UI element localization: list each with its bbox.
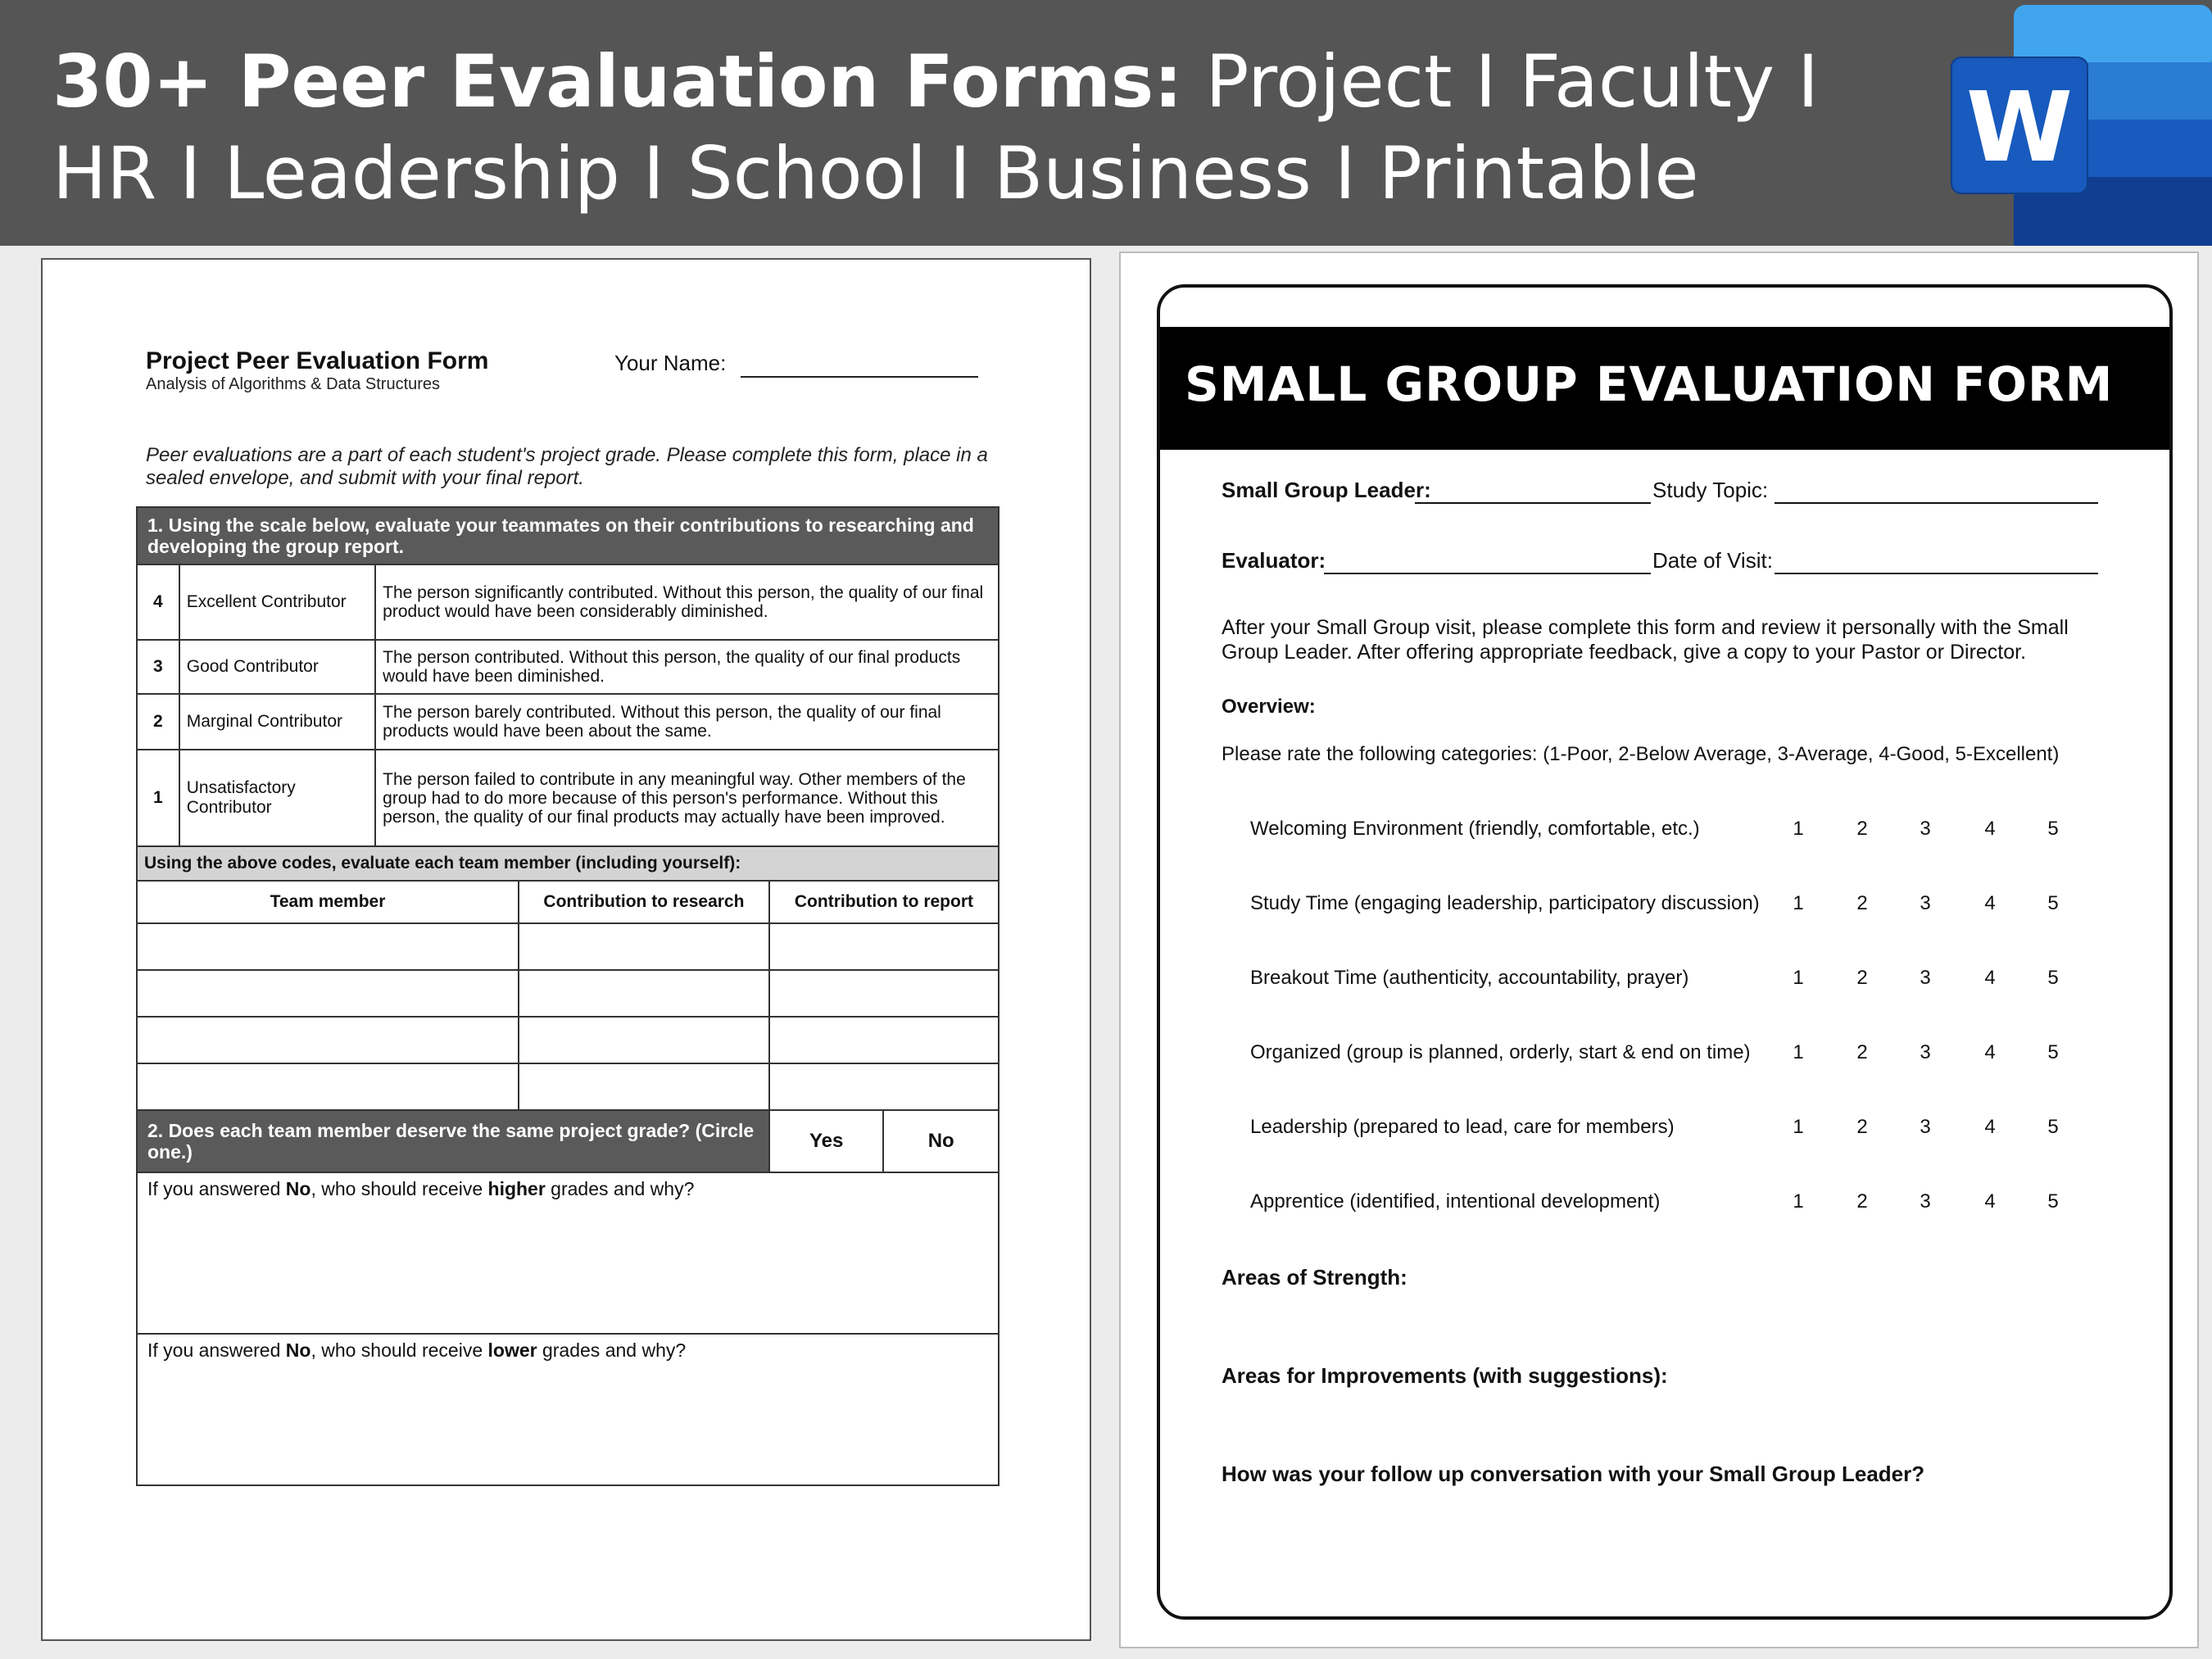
team-member-cell[interactable] (137, 1017, 519, 1063)
scale-code: 2 (137, 694, 179, 750)
word-logo-icon (1950, 0, 2212, 246)
rating-option[interactable]: 4 (1984, 892, 1996, 914)
table-row (137, 970, 999, 1017)
rating-prompt: Please rate the following categories: (1-Poor, 2-Below Average, 3-Average, 4-Good, 5-Excellent) (1222, 743, 2060, 765)
rating-option[interactable]: 5 (2047, 1041, 2059, 1063)
rating-option[interactable]: 1 (1793, 1116, 1804, 1138)
table-row (137, 1063, 999, 1110)
date-field[interactable] (1775, 573, 2098, 574)
rating-option[interactable]: 2 (1856, 967, 1868, 989)
team-member-cell[interactable] (137, 970, 519, 1017)
category-label: Leadership (prepared to lead, care for members) (1250, 1116, 1675, 1138)
your-name-label: Your Name: (614, 351, 727, 375)
rating-option[interactable]: 5 (2047, 1116, 2059, 1138)
report-score-cell[interactable] (769, 1017, 999, 1063)
section-2-header: 2. Does each team member deserve the same project grade? (Circle one.) (137, 1110, 769, 1172)
rating-option[interactable]: 3 (1920, 892, 1931, 914)
report-score-cell[interactable] (769, 923, 999, 970)
rating-option[interactable]: 3 (1920, 1190, 1931, 1213)
overview-label: Overview: (1222, 696, 1316, 718)
scale-code: 1 (137, 750, 179, 846)
leader-field[interactable] (1415, 502, 1651, 504)
evaluator-label: Evaluator: (1222, 548, 1326, 573)
evaluation-table (136, 506, 999, 1486)
scale-description: The person contributed. Without this person, the quality of our final products would have been diminished. (375, 640, 999, 694)
form-title: SMALL GROUP EVALUATION FORM (1185, 356, 2114, 412)
form-intro: Peer evaluations are a part of each student's project grade. Please complete this form, place in a sealed envelope, and submit with your final report. (146, 444, 988, 489)
rating-option[interactable]: 3 (1920, 1041, 1931, 1063)
question-emphasis-no: No (285, 1339, 311, 1361)
rating-option[interactable]: 2 (1856, 892, 1868, 914)
rating-option[interactable]: 1 (1793, 1041, 1804, 1063)
table-row (137, 923, 999, 970)
rating-option[interactable]: 4 (1984, 967, 1996, 989)
topic-field[interactable] (1775, 502, 2098, 504)
col-contribution-report: Contribution to report (769, 881, 999, 923)
col-team-member: Team member (137, 881, 519, 923)
research-score-cell[interactable] (519, 1063, 769, 1110)
scale-description: The person failed to contribute in any meaningful way. Other members of the group had to do more because of this person's performance. Without this person, the quality of our final products may actually have been improved. (375, 750, 999, 846)
rating-option[interactable]: 3 (1920, 967, 1931, 989)
instructions: After your Small Group visit, please complete this form and review it personally with the Small Group Leader. After offering appropriate feedback, give a copy to your Pastor or Director. (1222, 616, 2069, 664)
rating-option[interactable]: 3 (1920, 1116, 1931, 1138)
areas-of-strength-label: Areas of Strength: (1222, 1265, 1407, 1290)
rating-option[interactable]: 1 (1793, 818, 1804, 840)
title-band (1160, 327, 2169, 450)
higher-grades-question[interactable] (137, 1172, 999, 1334)
question-text: , who should receive (310, 1339, 488, 1361)
report-score-cell[interactable] (769, 970, 999, 1017)
banner-title-rest: Project I Faculty I HR I Leadership I School I Business I Printable (52, 39, 1819, 215)
word-logo-letter: W (1965, 70, 2074, 184)
banner (0, 0, 2212, 246)
scale-label: Unsatisfactory Contributor (179, 750, 375, 846)
rating-option[interactable]: 4 (1984, 1190, 1996, 1213)
col-contribution-research: Contribution to research (519, 881, 769, 923)
follow-up-question: How was your follow up conversation with your Small Group Leader? (1222, 1462, 1925, 1486)
section-1-header: 1. Using the scale below, evaluate your teammates on their contributions to researching and developing the group report. (137, 507, 999, 564)
research-score-cell[interactable] (519, 1017, 769, 1063)
research-score-cell[interactable] (519, 923, 769, 970)
rating-option[interactable]: 5 (2047, 892, 2059, 914)
report-score-cell[interactable] (769, 1063, 999, 1110)
rating-option[interactable]: 2 (1856, 1116, 1868, 1138)
team-member-cell[interactable] (137, 1063, 519, 1110)
rating-option[interactable]: 2 (1856, 1041, 1868, 1063)
table-row (137, 1017, 999, 1063)
question-text: grades and why? (537, 1339, 687, 1361)
question-text: , who should receive (310, 1178, 488, 1199)
rating-option[interactable]: 4 (1984, 1041, 1996, 1063)
banner-title (52, 36, 1896, 220)
leader-label: Small Group Leader: (1222, 478, 1431, 502)
scale-label: Marginal Contributor (179, 694, 375, 750)
question-text: grades and why? (545, 1178, 695, 1199)
project-peer-evaluation-page (41, 258, 1091, 1641)
team-member-cell[interactable] (137, 923, 519, 970)
question-emphasis-no: No (285, 1178, 311, 1199)
rating-option[interactable]: 4 (1984, 818, 1996, 840)
yes-option[interactable]: Yes (769, 1110, 884, 1172)
banner-title-bold: 30+ Peer Evaluation Forms: (52, 39, 1183, 124)
rating-option[interactable]: 1 (1793, 892, 1804, 914)
scale-code: 4 (137, 564, 179, 640)
scale-description: The person significantly contributed. Without this person, the quality of our final product would have been considerably diminished. (375, 564, 999, 640)
scale-description: The person barely contributed. Without this person, the quality of our final products would have been about the same. (375, 694, 999, 750)
category-label: Breakout Time (authenticity, accountability, prayer) (1250, 967, 1689, 989)
your-name-field[interactable] (741, 376, 978, 378)
question-emphasis-lower: lower (487, 1339, 537, 1361)
rating-option[interactable]: 4 (1984, 1116, 1996, 1138)
question-text: If you answered (147, 1339, 286, 1361)
question-text: If you answered (147, 1178, 286, 1199)
question-emphasis-higher: higher (487, 1178, 546, 1199)
category-label: Study Time (engaging leadership, participatory discussion) (1250, 892, 1760, 914)
topic-label: Study Topic: (1652, 478, 1769, 502)
scale-label: Good Contributor (179, 640, 375, 694)
rating-option[interactable]: 1 (1793, 1190, 1804, 1213)
rating-option[interactable]: 3 (1920, 818, 1931, 840)
evaluator-field[interactable] (1324, 573, 1651, 574)
category-label: Organized (group is planned, orderly, start & end on time) (1250, 1041, 1751, 1063)
category-label: Apprentice (identified, intentional development) (1250, 1190, 1661, 1213)
codes-header: Using the above codes, evaluate each team member (including yourself): (137, 846, 999, 881)
rating-option[interactable]: 2 (1856, 1190, 1868, 1213)
form-subtitle: Analysis of Algorithms & Data Structures (146, 375, 441, 393)
date-label: Date of Visit: (1652, 548, 1773, 573)
rating-option[interactable]: 2 (1856, 818, 1868, 840)
areas-for-improvement-label: Areas for Improvements (with suggestions): (1222, 1363, 1668, 1388)
small-group-evaluation-page (1119, 252, 2199, 1648)
research-score-cell[interactable] (519, 970, 769, 1017)
no-option[interactable]: No (883, 1110, 999, 1172)
scale-code: 3 (137, 640, 179, 694)
lower-grades-question[interactable] (137, 1334, 999, 1485)
scale-label: Excellent Contributor (179, 564, 375, 640)
form-title: Project Peer Evaluation Form (146, 347, 489, 374)
category-label: Welcoming Environment (friendly, comfortable, etc.) (1250, 818, 1700, 840)
rating-option[interactable]: 1 (1793, 967, 1804, 989)
rating-option[interactable]: 5 (2047, 967, 2059, 989)
rating-option[interactable]: 5 (2047, 818, 2059, 840)
rating-option[interactable]: 5 (2047, 1190, 2059, 1213)
form-frame (1157, 284, 2173, 1620)
